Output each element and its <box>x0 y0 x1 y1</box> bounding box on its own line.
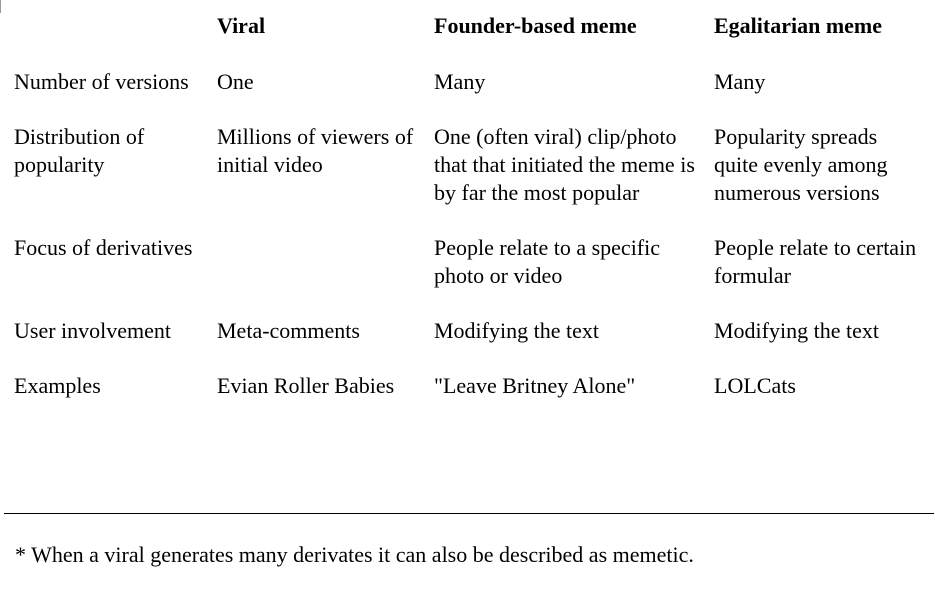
table-cell: Many <box>434 69 486 94</box>
table-cell: LOLCats <box>714 373 796 398</box>
table-cell: Popularity spreads quite evenly among numerous versions <box>714 124 888 205</box>
table-row <box>14 372 919 400</box>
table-row <box>14 234 919 317</box>
header-egalitarian-meme: Egalitarian meme <box>714 13 883 38</box>
table-cell <box>217 234 434 317</box>
table-cell: One (often viral) clip/photo that that initiated the meme is by far the most popular <box>434 124 695 205</box>
table-cell: Meta-comments <box>217 318 360 343</box>
meme-comparison-table <box>14 12 919 400</box>
row-label-number-of-versions: Number of versions <box>14 69 189 94</box>
row-label-examples: Examples <box>14 373 101 398</box>
table-cell: Millions of viewers of initial video <box>217 124 414 177</box>
table-row <box>14 317 919 372</box>
table-row <box>14 68 919 123</box>
page-corner-mark <box>0 0 1 13</box>
footnote-divider <box>4 513 934 514</box>
row-label-distribution-of-popularity: Distribution of popularity <box>14 124 145 177</box>
table-cell: Many <box>714 69 766 94</box>
row-label-user-involvement: User involvement <box>14 318 172 343</box>
table-cell: People relate to certain formular <box>714 235 917 288</box>
row-label-focus-of-derivatives: Focus of derivatives <box>14 235 193 260</box>
header-viral: Viral <box>217 13 266 38</box>
footnote: * When a viral generates many derivates it can also be described as memetic. <box>15 542 694 567</box>
table-cell: One <box>217 69 254 94</box>
table-row <box>14 123 919 234</box>
header-founder-based-meme: Founder-based meme <box>434 13 637 38</box>
table-cell: "Leave Britney Alone" <box>434 373 636 398</box>
table-cell: Modifying the text <box>714 318 879 343</box>
header-empty-cell <box>14 12 217 68</box>
table-cell: Evian Roller Babies <box>217 373 395 398</box>
table-cell: People relate to a specific photo or video <box>434 235 661 288</box>
table-header-row <box>14 12 919 68</box>
table-cell: Modifying the text <box>434 318 599 343</box>
